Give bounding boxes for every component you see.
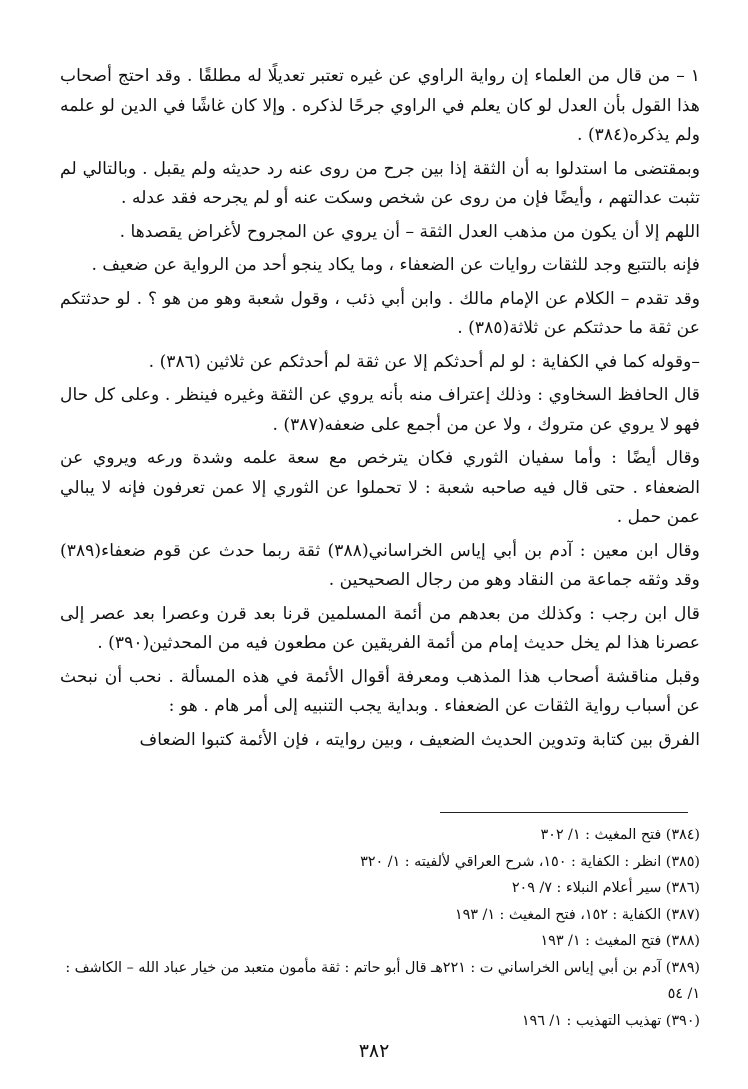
paragraph: وقد تقدم – الكلام عن الإمام مالك . وابن أبي ذئب ، وقول شعبة وهو من هو ؟ . لو حدثتكم عن ثقة ما حدثتكم عن ثلاثة(٣٨٥) . [60,288,700,338]
paragraph: اللهم إلا أن يكون من مذهب العدل الثقة – أن يروي عن المجروح لأغراض يقصدها . [119,221,700,242]
paragraph: وقبل مناقشة أصحاب هذا المذهب ومعرفة أقوال الأئمة في هذه المسألة . نحب أن نبحث عن أسباب رواية الثقات عن الضعفاء . وبداية يجب التنبيه إلى أمر هام . هو : [60,666,700,716]
footnote: (٣٨٧) الكفاية : ١٥٢، فتح المغيث : ١/ ١٩٣ [454,906,700,923]
paragraph: قال ابن رجب : وكذلك من بعدهم من أئمة المسلمين قرنا بعد قرن وعصرا بعد عصر إلى عصرنا هذا لم يخل حديث إمام من أئمة الفريقين عن مطعون فيه من المحدثين(٣٩٠) . [60,603,700,653]
main-text [60,62,700,759]
paragraph: الفرق بين كتابة وتدوين الحديث الضعيف ، وبين روايته ، فإن الأئمة كتبوا الضعاف [139,729,700,750]
footnote: (٣٨٨) فتح المغيث : ١/ ١٩٣ [540,933,700,949]
footnote-divider [440,812,688,813]
paragraph: وقال أيضًا : وأما سفيان الثوري فكان يترخص مع سعة علمه وشدة ورعه ويروي عن الضعفاء . حتى قال فيه صاحبه شعبة : لا تحملوا عن الثوري إلا عمن تعرفون فإنه لا يبالي عمن حمل . [60,448,700,527]
paragraph: وبمقتضى ما استدلوا به أن الثقة إذا بين جرح من روى عنه رد حديثه ولم يقبل . وبالتالي لم تثبت عدالتهم ، وأيضًا فإن من روى عن شخص وسكت عنه أو لم يجرحه فقد عدله . [60,158,700,208]
paragraph: فإنه بالتتبع وجد للثقات روايات عن الضعفاء ، وما يكاد ينجو أحد من الرواية عن ضعيف . [91,255,700,275]
footnotes [60,822,700,1034]
paragraph: وقال ابن معين : آدم بن أبي إياس الخراساني(٣٨٨) ثقة ربما حدث عن قوم ضعفاء(٣٨٩) وقد وثقه جماعة من النقاد وهو من رجال الصحيحين . [60,540,700,590]
footnote: (٣٨٤) فتح المغيث : ١/ ٣٠٢ [540,827,700,843]
paragraph: –وقوله كما في الكفاية : لو لم أحدثكم إلا عن ثقة لم أحدثكم عن ثلاثين (٣٨٦) . [148,351,700,372]
page-number: ٣٨٢ [358,1040,390,1062]
footnote: (٣٨٦) سير أعلام النبلاء : ٧/ ٢٠٩ [511,880,700,896]
paragraph: قال الحافظ السخاوي : وذلك إعتراف منه بأنه يروي عن الثقة وغيره فينظر . وعلى كل حال فهو لا يروي عن متروك ، ولا عن من أجمع على ضعفه(٣٨٧) . [60,385,700,435]
footnote: (٣٩٠) تهذيب التهذيب : ١/ ١٩٦ [521,1012,700,1029]
footnote: (٣٨٥) انظر : الكفاية : ١٥٠، شرح العراقي لألفيته : ١/ ٣٢٠ [360,853,700,870]
footnote: (٣٨٩) آدم بن أبي إياس الخراساني ت : ٢٢١هـ قال أبو حاتم : ثقة مأمون متعبد من خيار عباد الله – الكاشف : ١/ ٥٤ [65,959,700,1002]
paragraph: ١ – من قال من العلماء إن رواية الراوي عن غيره تعتبر تعديلًا له مطلقًا . وقد احتج أصحاب هذا القول بأن العدل لو كان يعلم في الراوي جرحًا لذكره . وإلا كان غاشًا في الدين لو علمه ولم يذكره(٣٨٤) . [60,66,700,145]
